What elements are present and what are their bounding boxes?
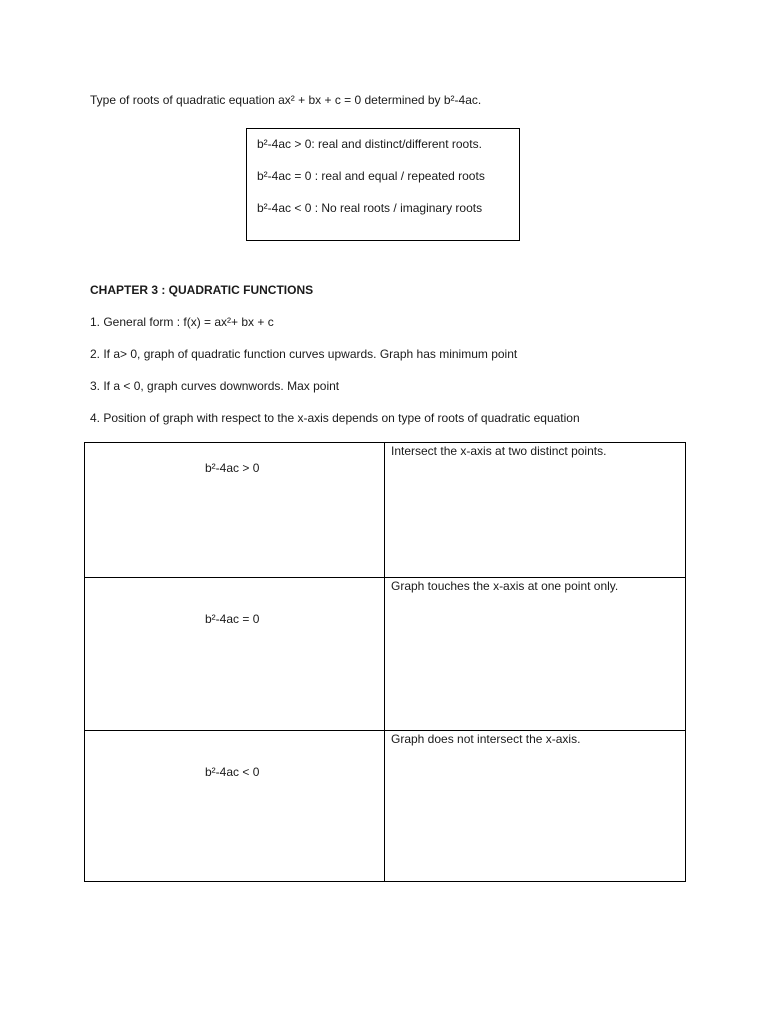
table-row (85, 731, 685, 881)
discriminant-positive-line: b²-4ac > 0: real and distinct/different roots. (257, 137, 482, 151)
point-a-positive: 2. If a> 0, graph of quadratic function curves upwards. Graph has minimum point (90, 347, 518, 361)
table-column-divider (384, 443, 385, 881)
table-description-cell: Intersect the x-axis at two distinct points. (391, 444, 607, 458)
discriminant-summary-box (246, 128, 520, 241)
table-row (85, 578, 685, 731)
point-graph-position: 4. Position of graph with respect to the x-axis depends on type of roots of quadratic equation (90, 411, 580, 425)
intro-text: Type of roots of quadratic equation ax² + bx + c = 0 determined by b²-4ac. (90, 93, 482, 107)
table-condition-cell: b²-4ac < 0 (205, 765, 260, 779)
table-description-cell: Graph touches the x-axis at one point only. (391, 579, 619, 593)
discriminant-negative-line: b²-4ac < 0 : No real roots / imaginary roots (257, 201, 483, 215)
point-a-negative: 3. If a < 0, graph curves downwords. Max point (90, 379, 340, 393)
chapter-title: CHAPTER 3 : QUADRATIC FUNCTIONS (90, 283, 314, 297)
table-condition-cell: b²-4ac > 0 (205, 461, 260, 475)
table-row (85, 443, 685, 578)
table-condition-cell: b²-4ac = 0 (205, 612, 260, 626)
point-general-form: 1. General form : f(x) = ax²+ bx + c (90, 315, 274, 329)
table-description-cell: Graph does not intersect the x-axis. (391, 732, 581, 746)
roots-graph-table (84, 442, 686, 882)
discriminant-zero-line: b²-4ac = 0 : real and equal / repeated roots (257, 169, 485, 183)
